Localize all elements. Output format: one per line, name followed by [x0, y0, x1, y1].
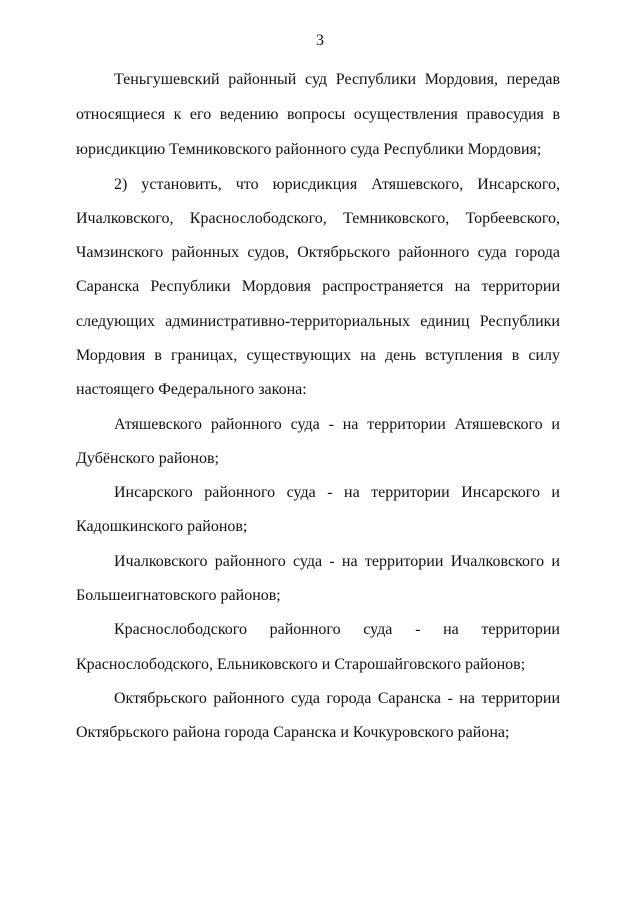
- text-line: Кадошкинского районов;: [76, 518, 248, 535]
- text-line: Ичалковского, Краснослободского, Темниковского, Торбеевского,: [76, 210, 560, 227]
- text-line: Чамзинского районных судов, Октябрьского районного суда города: [76, 244, 560, 261]
- text-line: Большеигнатовского районов;: [76, 587, 281, 604]
- text-line: 2) установить, что юрисдикция Атяшевского, Инсарского,: [114, 176, 560, 193]
- text-line: Инсарского районного суда - на территории Инсарского и: [114, 484, 560, 501]
- text-line: настоящего Федерального закона:: [76, 381, 307, 398]
- text-line: Октябрьского района города Саранска и Кочкуровского района;: [76, 724, 510, 741]
- text-line: Ичалковского районного суда - на территории Ичалковского и: [114, 553, 560, 570]
- text-line: Теньгушевский районный суд Республики Мордовия, передав: [114, 71, 560, 88]
- text-line: Атяшевского районного суда - на территории Атяшевского и: [114, 416, 560, 433]
- text-line: Дубёнского районов;: [76, 450, 219, 467]
- text-line: Краснослободского, Ельниковского и Старошайговского районов;: [76, 656, 526, 673]
- text-line: Мордовия в границах, существующих на день вступления в силу: [76, 347, 560, 364]
- text-line: Октябрьского районного суда города Саранска - на территории: [114, 690, 560, 707]
- page-number: 3: [316, 32, 324, 49]
- text-line: Саранска Республики Мордовия распространяется на территории: [76, 278, 560, 295]
- text-line: Краснослободского районного суда - на территории: [114, 621, 560, 638]
- text-line: следующих административно-территориальных единиц Республики: [76, 313, 560, 330]
- text-line: относящиеся к его ведению вопросы осуществления правосудия в: [76, 106, 560, 123]
- text-line: юрисдикцию Темниковского районного суда Республики Мордовия;: [76, 141, 542, 158]
